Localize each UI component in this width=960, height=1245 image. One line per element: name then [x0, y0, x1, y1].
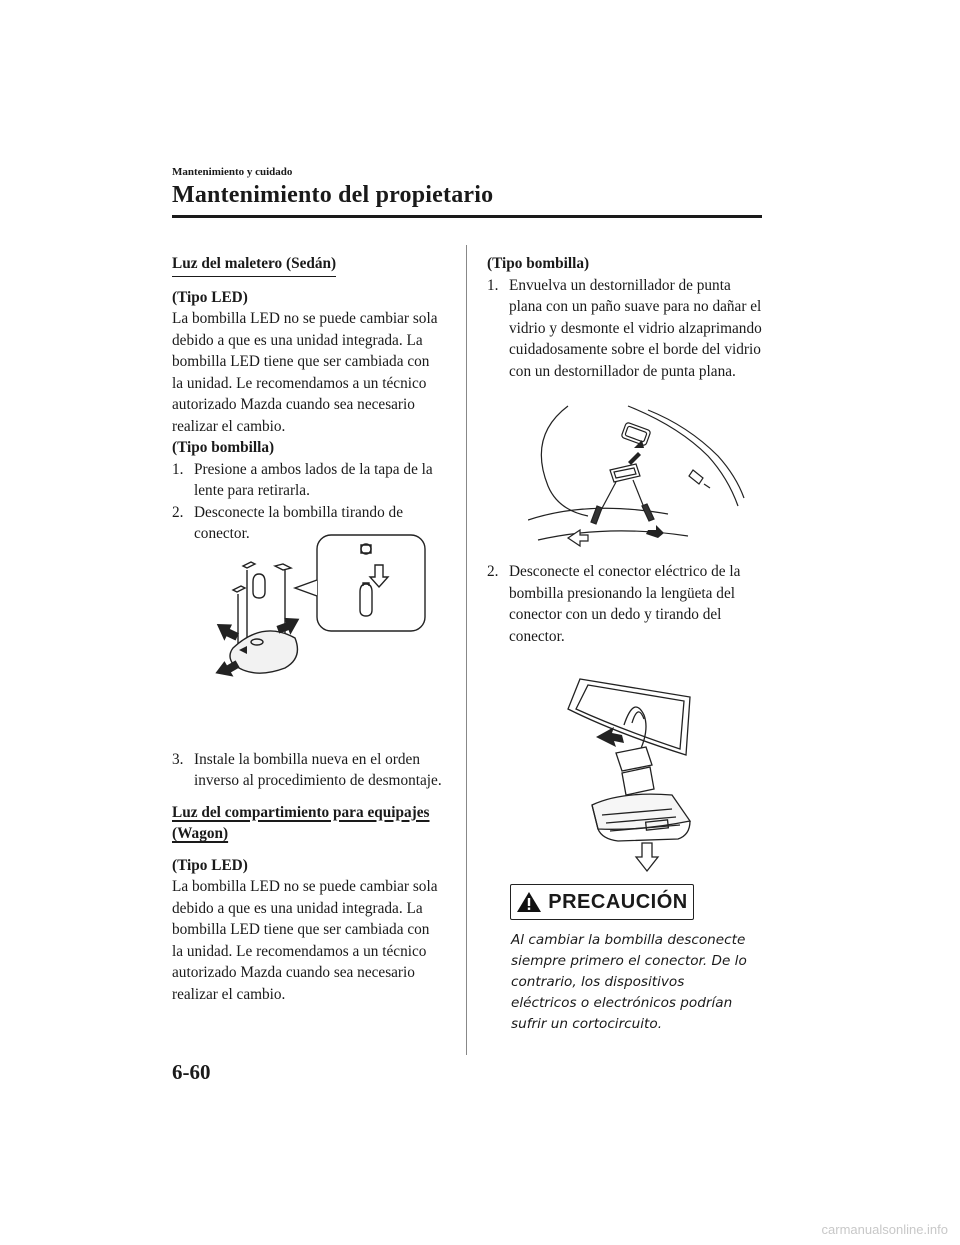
trunk-light-illustration: [205, 530, 430, 680]
lens-prying-illustration: [528, 400, 748, 550]
step-text: Instale la bombilla nueva en el orden inverso al procedimiento de desmontaje.: [194, 750, 442, 789]
header-rule: [172, 215, 762, 218]
chapter-title: Mantenimiento del propietario: [172, 182, 494, 208]
step-number: 2.: [487, 563, 499, 580]
step-number: 1.: [487, 276, 499, 294]
step-1: [487, 275, 765, 383]
section-label: Mantenimiento y cuidado: [172, 166, 293, 178]
caution-text: Al cambiar la bombilla desconecte siempre primero el conector. De lo contrario, los dispositivos eléctricos o electrónicos podrían sufrir un cortocircuito.: [511, 932, 747, 1032]
bulb-type-label: (Tipo bombilla): [487, 255, 590, 272]
step-number: 2.: [172, 503, 184, 521]
column-divider: [466, 245, 467, 1055]
step-text: Desconecte el conector eléctrico de la bombilla presionando la lengüeta del conector con un dedo y tirando del conector.: [509, 563, 741, 645]
step-1: [172, 459, 444, 502]
warning-icon: [516, 891, 542, 913]
led-paragraph: La bombilla LED no se puede cambiar sola debido a que es una unidad integrada. La bombilla LED tiene que ser cambiada con la unidad. Le recomendamos a un técnico autorizado Mazda cuando sea necesario realizar el cambio.: [172, 310, 438, 435]
watermark: carmanualsonline.info: [821, 1222, 948, 1237]
caution-title: PRECAUCIÓN: [548, 890, 688, 913]
step-2: [487, 561, 765, 647]
bulb-type-label: (Tipo bombilla): [172, 439, 275, 456]
step-text: Desconecte la bombilla tirando de conector.: [194, 503, 403, 542]
step-number: 3.: [172, 750, 184, 768]
heading-luggage-light: Luz del compartimiento para equipajes (Wagon): [172, 803, 430, 842]
connector-removal-illustration: [566, 675, 696, 875]
heading-trunk-light: Luz del maletero (Sedán): [172, 253, 336, 277]
caution-box: [510, 884, 694, 920]
led-type-label: (Tipo LED): [172, 856, 248, 874]
step-number: 1.: [172, 460, 184, 478]
led-paragraph: La bombilla LED no se puede cambiar sola debido a que es una unidad integrada. La bombilla LED tiene que ser cambiada con la unidad. Le recomendamos a un técnico autorizado Mazda cuando sea necesario realizar el cambio.: [172, 878, 438, 1003]
step-text: Envuelva un destornillador de punta plana con un paño suave para no dañar el vidrio y desmonte el vidrio alzaprimando cuidadosamente sobre el borde del vidrio con un destornillador de punta plana.: [509, 276, 762, 380]
page-number: 6-60: [172, 1060, 211, 1084]
step-text: Presione a ambos lados de la tapa de la lente para retirarla.: [194, 460, 433, 499]
step-3: [172, 749, 444, 792]
led-type-label: (Tipo LED): [172, 288, 248, 306]
